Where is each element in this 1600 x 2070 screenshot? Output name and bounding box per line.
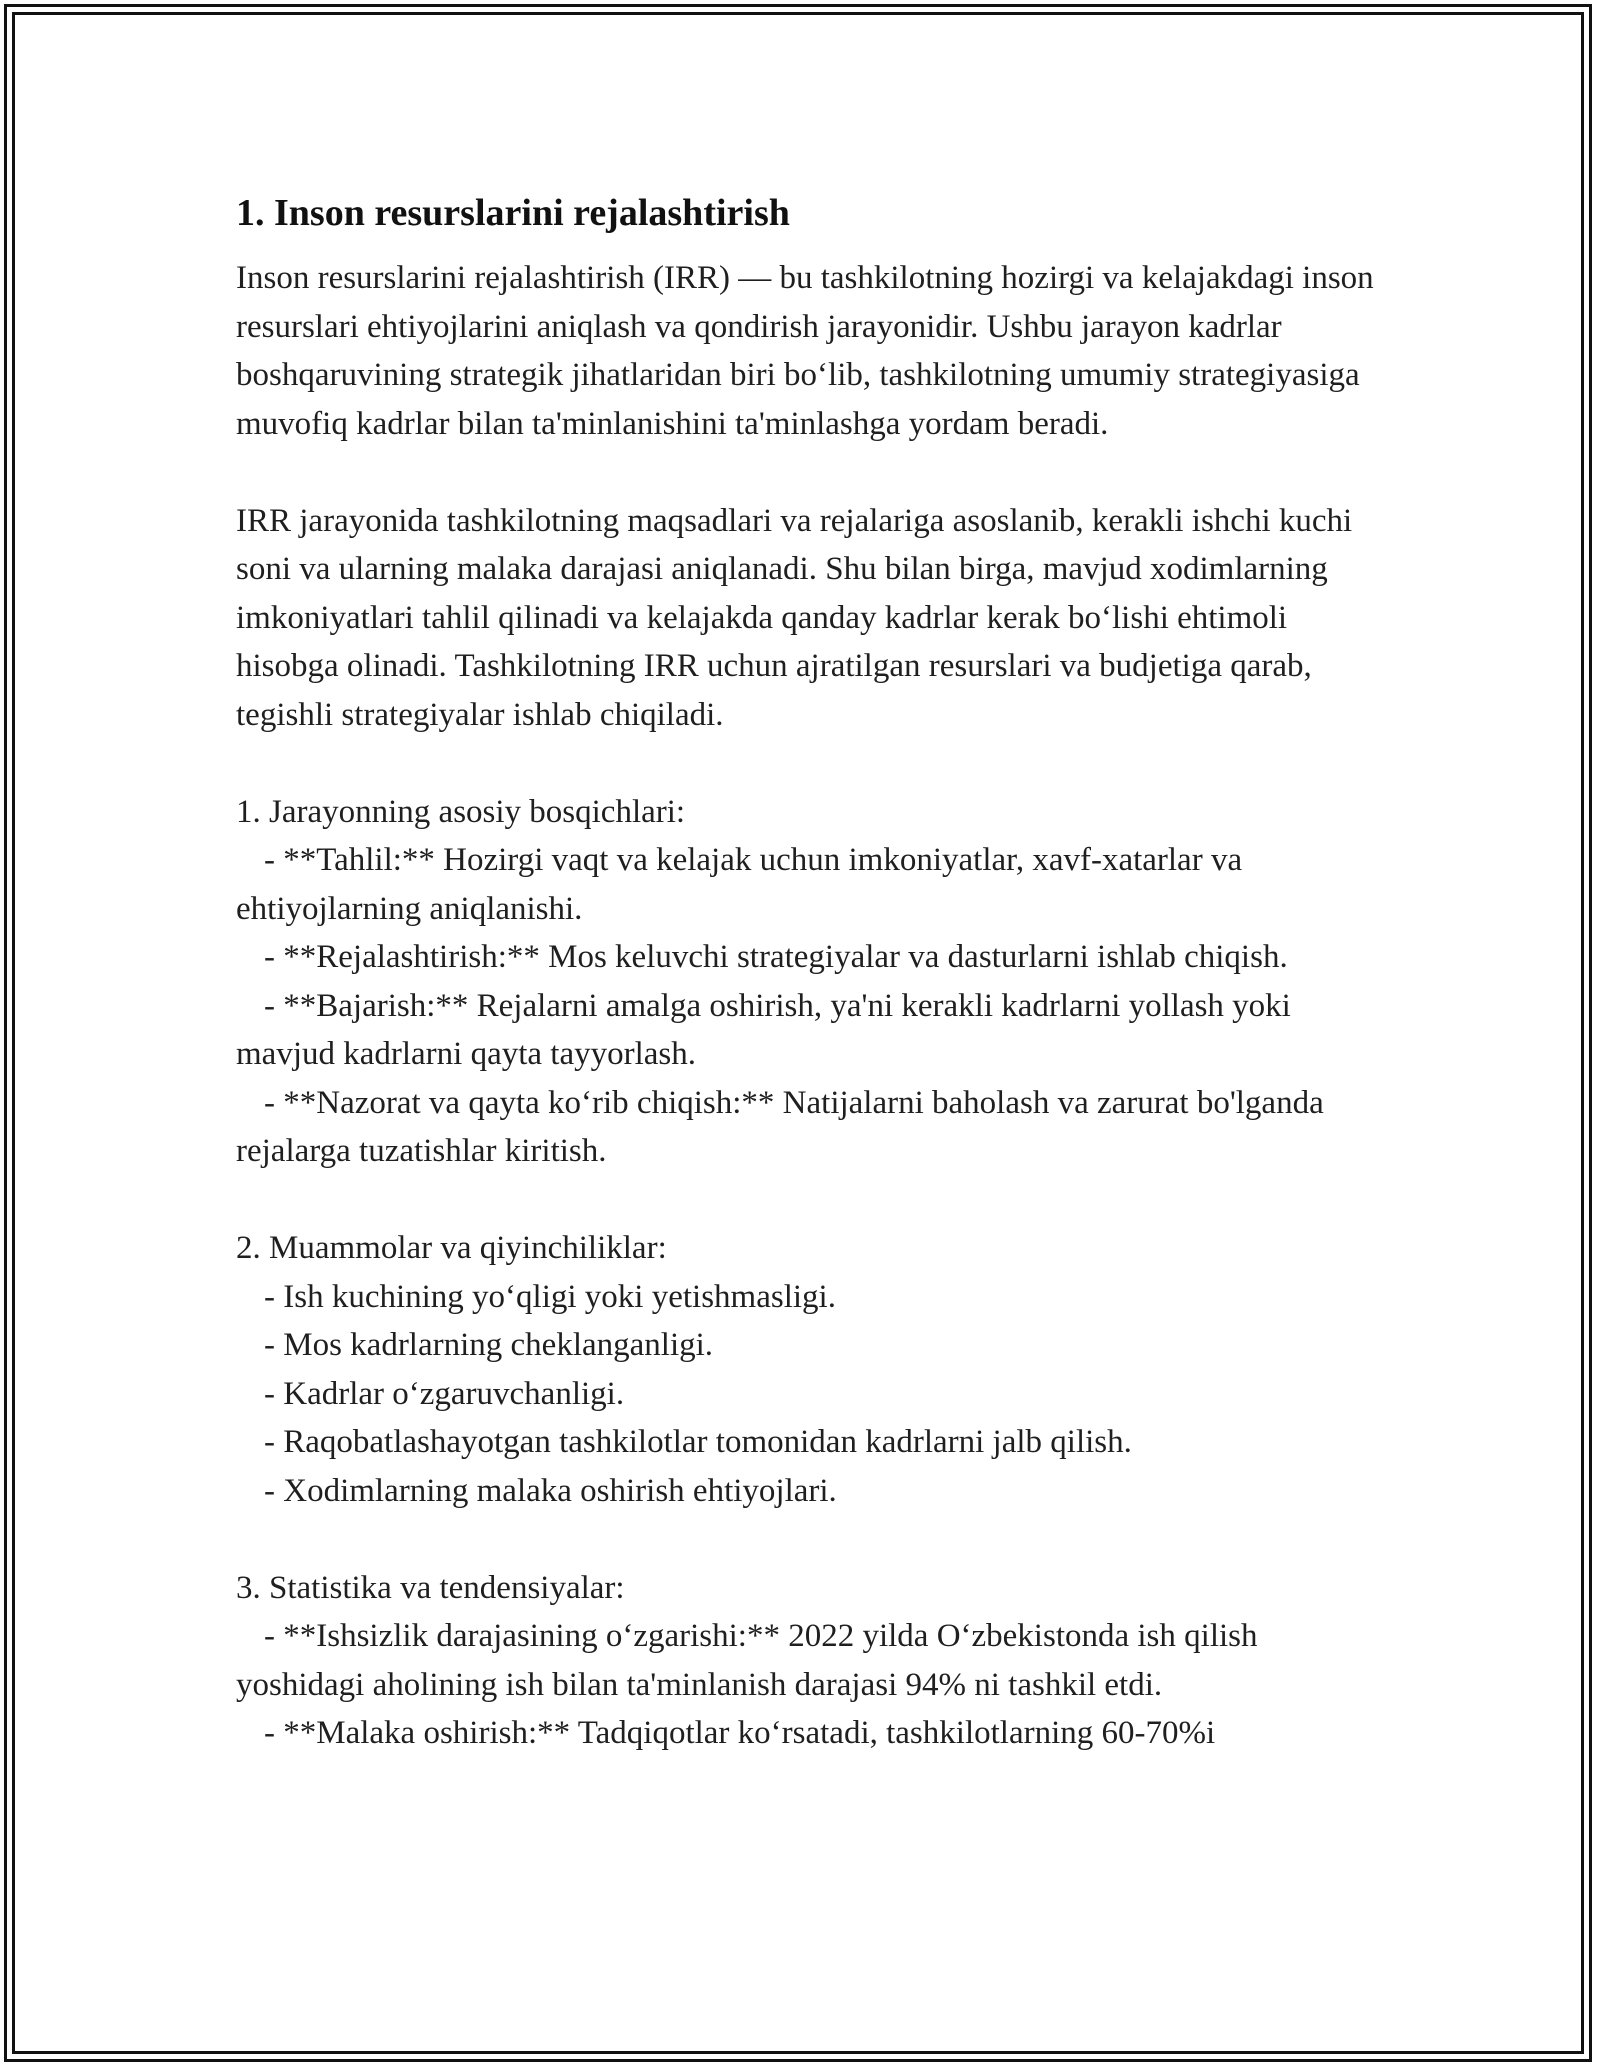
list-item: - Mos kadrlarning cheklanganligi.	[264, 1327, 714, 1363]
section-stages	[236, 788, 1386, 1176]
document-title: 1. Inson resurslarini rejalashtirish	[236, 192, 790, 234]
list-item: - **Ishsizlik darajasining o‘zgarishi:** 2022 yilda O‘zbekistonda ish qilish yoshidagi aholining ish bilan ta'minlanish darajasi 94% ni tashkil etdi.	[236, 1618, 1258, 1703]
section-heading: 1. Jarayonning asosiy bosqichlari:	[236, 793, 686, 830]
paragraph-spacer	[236, 448, 1386, 497]
list-item: - **Tahlil:** Hozirgi vaqt va kelajak uchun imkoniyatlar, xavf-xatarlar va ehtiyojlarning aniqlanishi.	[236, 842, 1243, 927]
list-item: - **Nazorat va qayta ko‘rib chiqish:** Natijalarni baholash va zarurat bo'lganda rejalarga tuzatishlar kiritish.	[236, 1084, 1324, 1169]
paragraph-intro: Inson resurslarini rejalashtirish (IRR) — bu tashkilotning hozirgi va kelajakdagi inson resurslari ehtiyojlarini aniqlash va qondirish jarayonidir. Ushbu jarayon kadrlar boshqaruvining strategik jihatlaridan biri bo‘lib, tashkilotning umumiy strategiyasiga muvofiq kadrlar bilan ta'minlanishini ta'minlashga yordam beradi.	[236, 260, 1374, 442]
list-item: - Xodimlarning malaka oshirish ehtiyojlari.	[264, 1472, 837, 1509]
list-item: - Kadrlar o‘zgaruvchanligi.	[264, 1375, 625, 1412]
list-item: - Raqobatlashayotgan tashkilotlar tomonidan kadrlarni jalb qilish.	[264, 1424, 1132, 1460]
list-item: - Ish kuchining yo‘qligi yoki yetishmasligi.	[264, 1278, 836, 1315]
section-statistics	[236, 1564, 1386, 1758]
paragraph-spacer	[236, 1515, 1386, 1564]
paragraph-spacer	[236, 1176, 1386, 1225]
list-item: - **Bajarish:** Rejalarni amalga oshirish, ya'ni kerakli kadrlarni yollash yoki mavjud kadrlarni qayta tayyorlash.	[236, 987, 1291, 1072]
section-problems	[236, 1224, 1386, 1515]
document-body	[236, 184, 1386, 1758]
list-item: - **Rejalashtirish:** Mos keluvchi strategiyalar va dasturlarni ishlab chiqish.	[264, 939, 1288, 975]
section-heading: 3. Statistika va tendensiyalar:	[236, 1569, 625, 1606]
section-heading: 2. Muammolar va qiyinchiliklar:	[236, 1230, 667, 1266]
list-item: - **Malaka oshirish:** Tadqiqotlar ko‘rsatadi, tashkilotlarning 60-70%i	[264, 1715, 1216, 1751]
paragraph-process: IRR jarayonida tashkilotning maqsadlari va rejalariga asoslanib, kerakli ishchi kuchi soni va ularning malaka darajasi aniqlanadi. Shu bilan birga, mavjud xodimlarning imkoniyatlari tahlil qilinadi va kelajakda qanday kadrlar kerak bo‘lishi ehtimoli hisobga olinadi. Tashkilotning IRR uchun ajratilgan resurslari va budjetiga qarab, tegishli strategiyalar ishlab chiqiladi.	[236, 502, 1353, 733]
paragraph-spacer	[236, 739, 1386, 788]
